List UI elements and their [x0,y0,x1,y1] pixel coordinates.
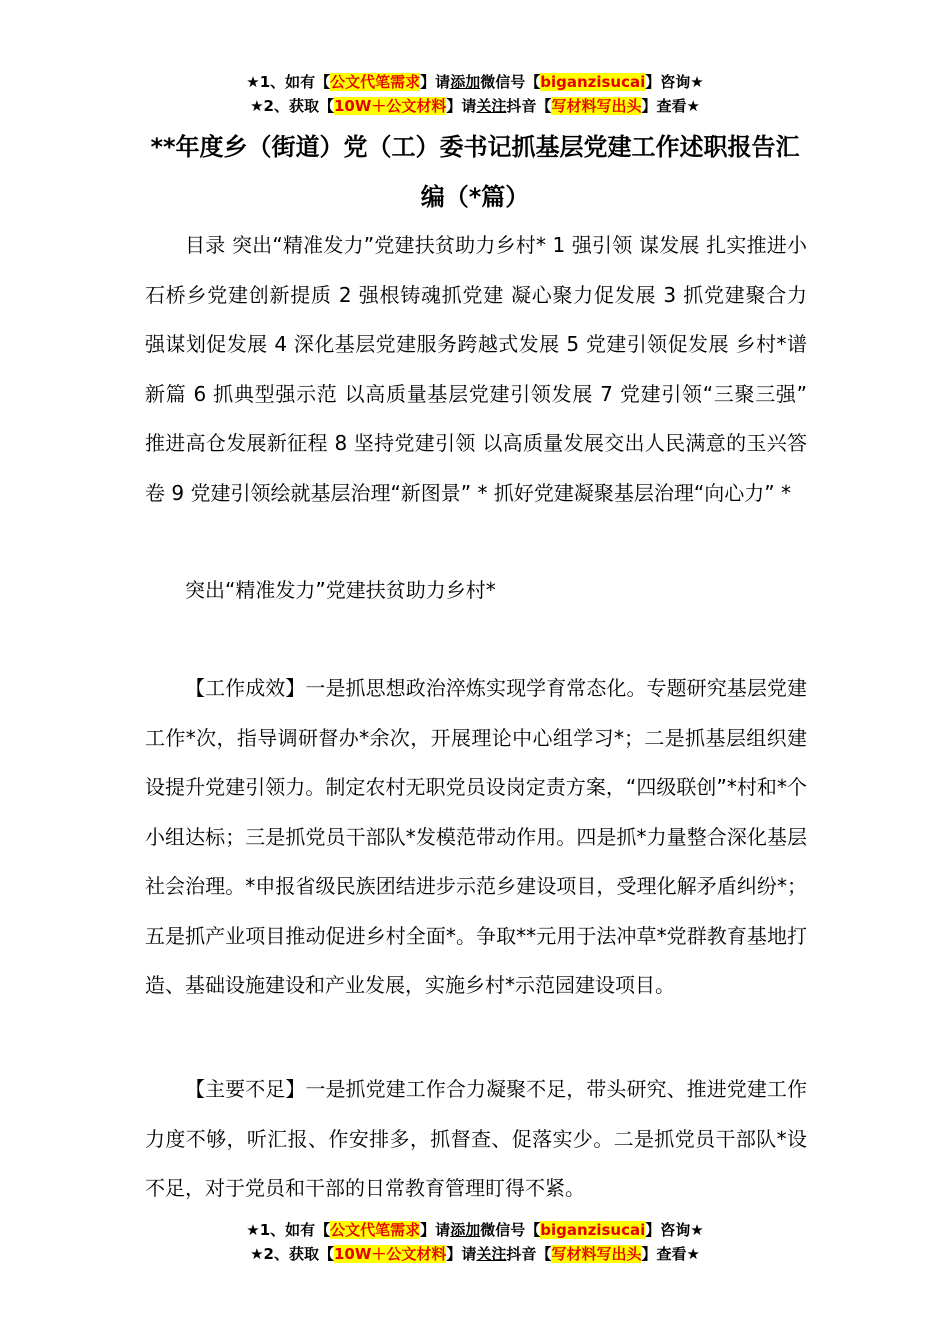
promo-banner-top [0,70,950,118]
promo-highlight: 公文代笔需求 [330,73,421,91]
promo-text: ★1、如有【 [246,1221,331,1239]
promo-text: 】咨询★ [645,73,704,91]
promo-text: 微信号【 [480,73,541,91]
promo-highlight: biganzisucai [540,1221,646,1239]
section-heading [145,566,807,616]
promo-text: ★2、获取【 [250,1245,334,1263]
promo-text: 】请 [446,1245,477,1263]
promo-text: 】请 [446,97,477,115]
section-heading-text: 突出“精准发力”党建扶贫助力乡村* [185,578,496,602]
promo-highlight: biganzisucai [540,73,646,91]
toc-paragraph: 目录 突出“精准发力”党建扶贫助力乡村* 1 强引领 谋发展 扎实推进小石桥乡党建创新提质 2 强根铸魂抓党建 凝心聚力促发展 3 抓党建聚合力 强谋划促发展 4 深化基层党建服务跨越式发展 5 党建引领促发展 乡村*谱新篇 6 抓典型强示范 以高质量基层党建引领发展 7 党建引领“三聚三强” 推进高仓发展新征程 8 坚持党建引领 以高质量发展交出人民满意的玉兴答卷 9 党建引领绘就基层治理“新图景” * 抓好党建凝聚基层治理“向心力” * [145,233,807,505]
table-of-contents [145,221,807,518]
promo-highlight: 10W＋公文材料 [333,1245,447,1263]
promo-line-1 [0,70,950,94]
promo-text: 抖音【 [506,97,552,115]
shortcomings-paragraph [145,1065,807,1214]
promo-highlight: 10W＋公文材料 [333,97,447,115]
promo-text: 微信号【 [480,1221,541,1239]
promo-highlight: 写材料写出头 [551,97,642,115]
promo-text: 】查看★ [641,1245,700,1263]
promo-emphasis: 关注 [476,97,507,115]
promo-text: 】查看★ [641,97,700,115]
promo-emphasis: 添加 [450,73,481,91]
promo-emphasis: 关注 [476,1245,507,1263]
promo-text: 】请 [420,73,451,91]
promo-line-1 [0,1218,950,1242]
promo-text: 】请 [420,1221,451,1239]
work-results-paragraph [145,664,807,1011]
promo-line-2 [0,1242,950,1266]
promo-highlight: 公文代笔需求 [330,1221,421,1239]
promo-text: ★2、获取【 [250,97,334,115]
promo-text: 】咨询★ [645,1221,704,1239]
promo-text: ★1、如有【 [246,73,331,91]
promo-line-2 [0,94,950,118]
paragraph-text: 【工作成效】一是抓思想政治淬炼实现学育常态化。专题研究基层党建工作*次，指导调研督办*余次，开展理论中心组学习*；二是抓基层组织建设提升党建引领力。制定农村无职党员设岗定责方案，“四级联创”*村和*个小组达标；三是抓党员干部队*发模范带动作用。四是抓*力量整合深化基层社会治理。*申报省级民族团结进步示范乡建设项目，受理化解矛盾纠纷*；五是抓产业项目推动促进乡村全面*。争取**元用于法冲草*党群教育基地打造、基础设施建设和产业发展，实施乡村*示范园建设项目。 [145,676,807,997]
promo-banner-bottom [0,1218,950,1266]
document-title: **年度乡（街道）党（工）委书记抓基层党建工作述职报告汇编（*篇） [150,133,800,211]
promo-highlight: 写材料写出头 [551,1245,642,1263]
promo-emphasis: 添加 [450,1221,481,1239]
paragraph-text: 【主要不足】一是抓党建工作合力凝聚不足，带头研究、推进党建工作力度不够，听汇报、作安排多，抓督查、促落实少。二是抓党员干部队*设不足，对于党员和干部的日常教育管理盯得不紧。 [145,1077,807,1200]
promo-text: 抖音【 [506,1245,552,1263]
